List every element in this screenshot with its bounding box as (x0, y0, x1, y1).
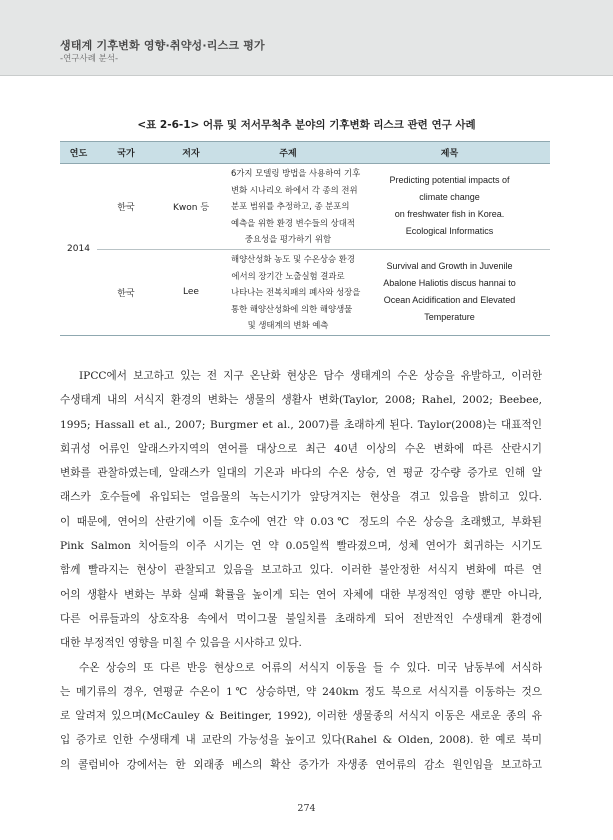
table-row (60, 249, 550, 335)
table-header-row (60, 142, 550, 164)
table-caption: <표 2-6-1> 어류 및 저서무척추 분야의 기후변화 리스크 관련 연구 사례 (137, 119, 476, 131)
column-header-author: 저자 (155, 142, 227, 164)
author-cell: Kwon 등 (155, 164, 227, 250)
body-text (60, 364, 542, 777)
header-title: 생태계 기후변화 영향·취약성·리스크 평가 (60, 39, 265, 52)
header-divider (0, 75, 613, 76)
topic-cell: 해양산성화 농도 및 수온상승 환경 에서의 장기간 노출실험 결과로 나타나는 전복치패의 폐사와 성장을 통한 해양산성화에 의한 해양생물 및 생태계의 변화 예측 (227, 249, 349, 335)
author-cell: Lee (155, 249, 227, 335)
paragraph: 수온 상승의 또 다른 반응 현상으로 어류의 서식지 이동을 들 수 있다. 미국 남동부에 서식하 는 메기류의 경우, 연평균 수온이 1℃ 상승하면, 약 240km 정도 북으로 서식지를 이동하는 것으 로 알려져 있으며(McCauley & Beitinger, 1992), 이러한 생물종의 서식지 이동은 새로운 종의 유 입 증가로 인한 수생태계 내 교란의 가능성을 높이고 있다(Rahel & Olden, 2008). 한 예로 북미 의 콜럼비아 강에서는 한 외래종 베스의 확산 증가가 자생종 연어류의 감소 원인임을 보고하고 (60, 661, 542, 771)
column-header-year: 연도 (60, 142, 97, 164)
topic-cell: 6가지 모델링 방법을 사용하여 기후 변화 시나리오 하에서 각 종의 전위 분포 범위를 추정하고, 종 분포의 예측을 위한 환경 변수들의 상대적 중요성을 평가하기 위함 (227, 164, 349, 250)
year-cell: 2014 (60, 164, 97, 336)
paragraph: IPCC에서 보고하고 있는 전 지구 온난화 현상은 담수 생태계의 수온 상승을 유발하고, 이러한 수생태계 내의 서식지 환경의 변화는 생물의 생활사 변화(Taylor, 2008; Rahel, 2002; Beebee, 1995; Hassall et al., 2007; Burgmer et al., 2007)를 초래하게 된다. Taylor(2008)는 대표적인 회귀성 어류인 알래스카지역의 연어를 대상으로 최근 40년 이상의 수온 변화에 따른 산란시기 변화를 관찰하였는데, 알래스카 일대의 기온과 바다의 수온 상승, 연 평균 강수량 증가로 인해 알 래스카 호수들에 유입되는 얼음물의 녹는시기가 앞당겨지는 현상을 겪고 있음을 밝히고 있다. 이 때문에, 연어의 산란기에 이들 호수에 연간 약 0.03℃ 정도의 수온 상승을 초래했고, 부화된 Pink Salmon 치어들의 이주 시기는 연 약 0.05일씩 빨라졌으며, 성체 연어가 회귀하는 시기도 함께 빨라지는 현상이 관찰되고 있음을 보고하고 있다. 이러한 불안정한 서식지 변화에 따른 연 어의 생활사 변화는 부화 실패 확률을 높이게 되는 연어 자체에 대한 부정적인 영향 뿐만 아니라, 다른 어류들과의 상호작용 속에서 먹이그물 불일치를 초래하게 되어 전반적인 수생태계 환경에 대한 부정적인 영향을 미칠 수 있음을 시사하고 있다. (60, 370, 542, 650)
column-header-title: 제목 (349, 142, 550, 164)
column-header-country: 국가 (97, 142, 155, 164)
table-row (60, 164, 550, 250)
column-header-topic: 주제 (227, 142, 349, 164)
title-cell: Predicting potential impacts of climate change on freshwater fish in Korea. Ecological Informatics (349, 164, 550, 250)
title-cell: Survival and Growth in Juvenile Abalone Haliotis discus hannai to Ocean Acidification and Elevated Temperature (349, 249, 550, 335)
running-header (0, 0, 613, 75)
research-case-table (60, 141, 550, 336)
header-subtitle: -연구사례 분석- (60, 54, 119, 64)
country-cell: 한국 (97, 164, 155, 250)
page-number: 274 (297, 803, 316, 814)
country-cell: 한국 (97, 249, 155, 335)
